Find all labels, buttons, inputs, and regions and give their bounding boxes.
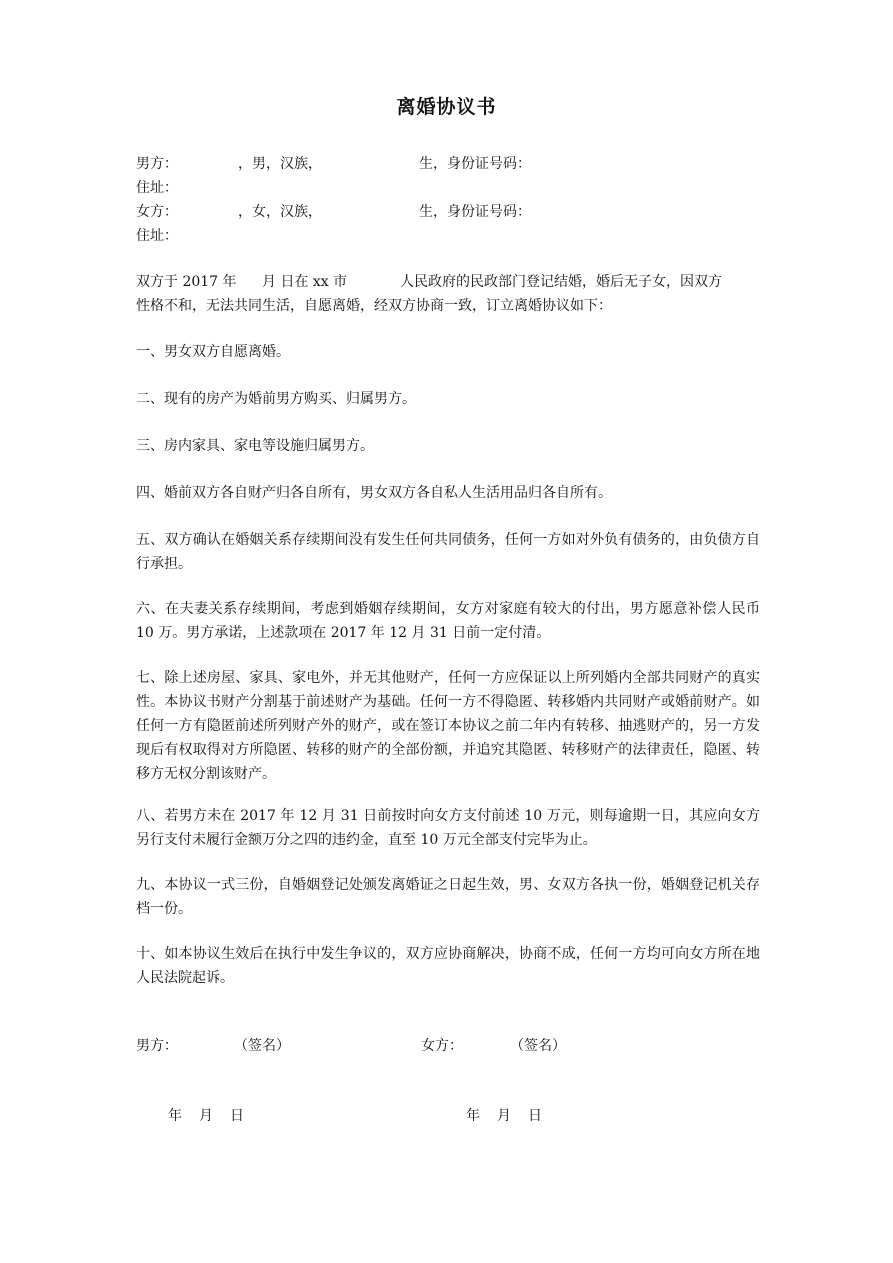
preamble-part-2: 月 日在 xx 市 — [262, 274, 348, 290]
male-date-day: 日 — [230, 1108, 244, 1124]
male-birth-id: 生，身份证号码： — [419, 156, 531, 172]
clause-3: 三、房内家具、家电等设施归属男方。 — [136, 438, 374, 454]
male-address: 住址： — [136, 180, 178, 196]
female-signature-placeholder: （签名） — [510, 1038, 566, 1054]
male-label: 男方： — [136, 156, 178, 172]
clause-2: 二、现有的房产为婚前男方购买、归属男方。 — [136, 391, 416, 407]
female-date-day: 日 — [528, 1108, 542, 1124]
clause-6: 六、在夫妻关系存续期间，考虑到婚姻存续期间，女方对家庭有较大的付出，男方愿意补偿人民币 10 万。男方承诺，上述款项在 2017 年 12 月 31 日前一定付清。 — [136, 601, 760, 641]
preamble-part-4: 性格不和，无法共同生活，自愿离婚，经双方协商一致，订立离婚协议如下： — [136, 298, 612, 314]
male-gender-ethnic: ，男，汉族， — [238, 156, 322, 172]
document-title: 离婚协议书 — [396, 96, 497, 118]
female-signature-label: 女方： — [421, 1038, 463, 1054]
clause-4: 四、婚前双方各自财产归各自所有，男女双方各自私人生活用品归各自所有。 — [136, 485, 612, 501]
male-date-year: 年 — [168, 1108, 182, 1124]
male-signature-placeholder: （签名） — [234, 1038, 290, 1054]
female-gender-ethnic: ，女，汉族， — [238, 204, 322, 220]
clause-1: 一、男女双方自愿离婚。 — [136, 344, 290, 360]
clause-5: 五、双方确认在婚姻关系存续期间没有发生任何共同债务，任何一方如对外负有债务的，由负债方自行承担。 — [136, 532, 760, 572]
clause-8: 八、若男方未在 2017 年 12 月 31 日前按时向女方支付前述 10 万元，则每逾期一日，其应向女方另行支付未履行金额万分之四的违约金，直至 10 万元全部支付完毕为止。 — [136, 808, 760, 848]
female-date-year: 年 — [466, 1108, 480, 1124]
preamble-part-1: 双方于 2017 年 — [136, 274, 237, 290]
female-birth-id: 生，身份证号码： — [419, 204, 531, 220]
clause-7: 七、除上述房屋、家具、家电外，并无其他财产，任何一方应保证以上所列婚内全部共同财产的真实性。本协议书财产分割基于前述财产为基础。任何一方不得隐匿、转移婚内共同财产或婚前财产。如任何一方有隐匿前述所列财产外的财产，或在签订本协议之前二年内有转移、抽逃财产的，另一方发现后有权取得对方所隐匿、转移的财产的全部份额，并追究其隐匿、转移财产的法律责任，隐匿、转移方无权分割该财产。 — [136, 670, 760, 782]
female-date-month: 月 — [497, 1108, 511, 1124]
female-address: 住址： — [136, 228, 178, 244]
female-label: 女方： — [136, 204, 178, 220]
preamble-part-3: 人民政府的民政部门登记结婚，婚后无子女，因双方 — [400, 274, 722, 290]
male-signature-label: 男方： — [136, 1038, 178, 1054]
clause-9: 九、本协议一式三份，自婚姻登记处颁发离婚证之日起生效，男、女双方各执一份，婚姻登记机关存档一份。 — [136, 877, 760, 917]
male-date-month: 月 — [199, 1108, 213, 1124]
clause-10: 十、如本协议生效后在执行中发生争议的，双方应协商解决，协商不成，任何一方均可向女方所在地人民法院起诉。 — [136, 946, 760, 986]
